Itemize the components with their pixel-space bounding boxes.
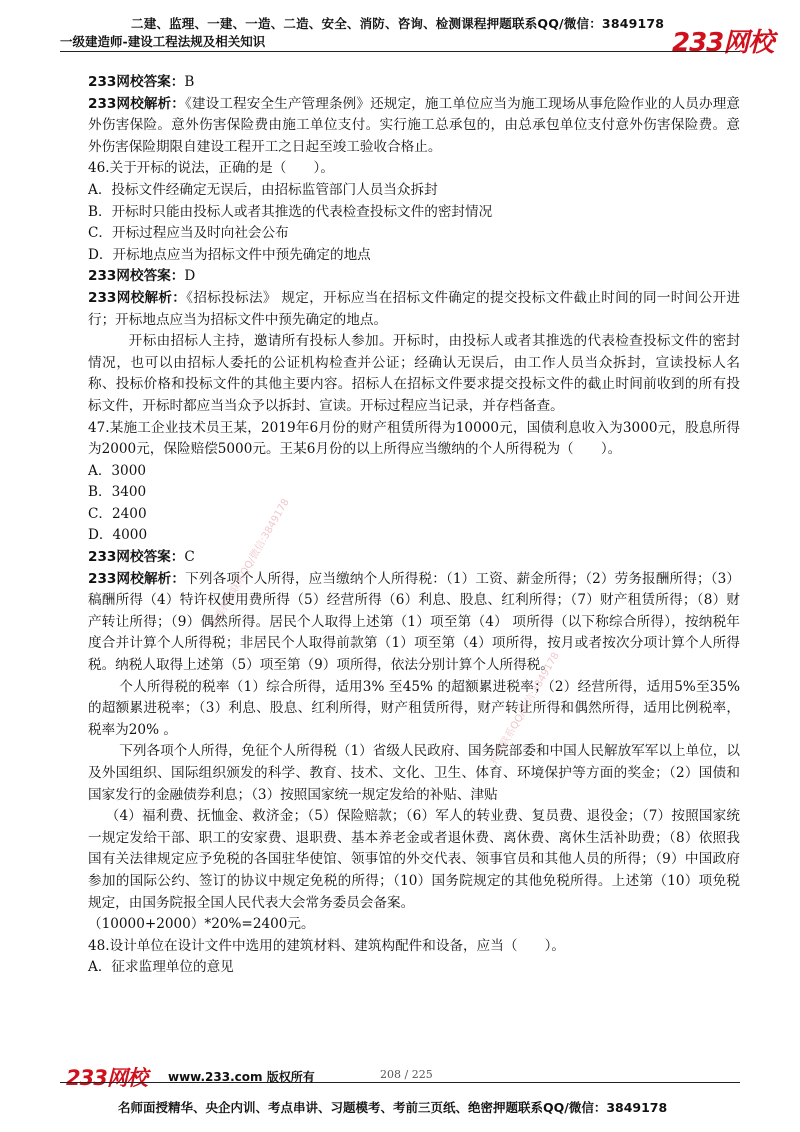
analysis-46-detail: 开标由招标人主持，邀请所有投标人参加。开标时，由投标人或者其推选的代表检查投标文件的密封情况，也可以由招标人委托的公证机构检查并公证；经确认无误后，由工作人员当众拆封，宣读投标人名称、投标价格和投标文件的其他主要内容。招标人在招标文件要求提交投标文件的截止时间前收到的所有投标文件，开标时都应当当众予以拆封、宣读。开标过程应当记录，并存档备查。 <box>88 333 740 414</box>
answer-45: 233网校答案：B <box>88 74 195 90</box>
analysis-46: 233网校解析：《招标投标法》 规定，开标应当在招标文件确定的提交投标文件截止时间的同一时间公开进行；开标地点应当为招标文件中预先确定的地点。 <box>88 289 740 328</box>
answer-label: 233网校答案： <box>88 268 185 285</box>
page-header <box>0 0 800 58</box>
header-divider <box>60 51 740 52</box>
question-48: 48.设计单位在设计文件中选用的建筑材料、建筑构配件和设备，应当（ ）。 <box>88 937 566 954</box>
footer-site: www.233.com 版权所有 <box>168 1070 315 1084</box>
option-46-d: D．开标地点应当为招标文件中预先确定的地点 <box>88 246 371 263</box>
option-47-b: B．3400 <box>88 484 147 501</box>
header-logo: 233网校 <box>672 28 774 58</box>
header-contact-line: 二建、监理、一建、一造、二造、安全、消防、咨询、检测课程押题联系QQ/微信：3849178 <box>131 16 665 31</box>
watermark-right: 押题联系QQ/微信:3849178 <box>488 650 562 767</box>
answer-label: 233网校答案： <box>88 74 185 90</box>
analysis-47: 233网校解析：下列各项个人所得，应当缴纳个人所得税：（1）工资、薪金所得；（2）劳务报酬所得；（3）稿酬所得（4）特许权使用费所得（5）经营所得（6）利息、股息、红利所得；（7）财产租赁所得；（8）财产转让所得；（9）偶然所得。居民个人取得上述第（1）项至第（4） 项所得（以下称综合所得），按纳税年度合并计算个人所得税；非居民个人取得前款第（1）项至第（4）项所得，按月或者按次分项计算个人所得税。纳税人取得上述第（5）项至第（9）项所得，依法分别计算个人所得税。 <box>88 570 740 674</box>
option-46-a: A．投标文件经确定无误后，由招标监管部门人员当众拆封 <box>88 181 438 198</box>
analysis-label: 233网校解析： <box>88 570 186 587</box>
answer-label: 233网校答案： <box>88 549 185 566</box>
footer-contact-line: 名师面授精华、央企内训、考点串讲、习题模考、考前三页纸、绝密押题联系QQ/微信：3849178 <box>118 1100 668 1115</box>
analysis-label: 233网校解析： <box>88 289 187 306</box>
option-46-c: C．开标过程应当及时向社会公布 <box>88 225 289 242</box>
analysis-47-tax-rate: 个人所得税的税率（1）综合所得，适用3% 至45% 的超额累进税率；（2）经营所得，适用5%至35%的超额累进税率；（3）利息、股息、红利所得，财产租赁所得，财产转让所得和偶然所得，适用比例税率，税率为20% 。 <box>88 678 740 738</box>
option-47-a: A．3000 <box>88 462 147 479</box>
document-body <box>88 72 740 979</box>
header-subject-title: 一级建造师-建设工程法规及相关知识 <box>60 34 266 49</box>
question-47: 47.某施工企业技术员王某，2019年6月份的财产租赁所得为10000元，国债利息收入为3000元，股息所得为2000元，保险赔偿5000元。王某6月份的以上所得应当缴纳的个人所得税为（ ）。 <box>88 419 740 458</box>
analysis-label: 233网校解析： <box>88 95 186 112</box>
page-number: 208 / 225 <box>380 1068 433 1081</box>
question-46: 46.关于开标的说法，正确的是（ ）。 <box>88 160 334 177</box>
page-footer <box>0 1060 800 1132</box>
analysis-47-calculation: （10000+2000）*20%=2400元。 <box>88 916 315 933</box>
option-48-a: A．征求监理单位的意见 <box>88 959 234 976</box>
answer-46: 233网校答案：D <box>88 268 196 285</box>
watermark-left: 精准押题联系QQ/微信:3849178 <box>208 497 292 630</box>
footer-logo: 233网校 <box>66 1066 147 1090</box>
analysis-45: 233网校解析：《建设工程安全生产管理条例》还规定，施工单位应当为施工现场从事危险作业的人员办理意外伤害保险。意外伤害保险费由施工单位支付。实行施工总承包的，由总承包单位支付意外伤害保险费。意外伤害保险期限自建设工程开工之日起至竣工验收合格止。 <box>88 95 740 155</box>
option-47-c: C．2400 <box>88 505 147 522</box>
option-47-d: D．4000 <box>88 527 148 544</box>
answer-47: 233网校答案：C <box>88 549 195 566</box>
analysis-47-exemptions: 下列各项个人所得，免征个人所得税（1）省级人民政府、国务院部委和中国人民解放军军以上单位，以及外国组织、国际组织颁发的科学、教育、技术、文化、卫生、体育、环境保护等方面的奖金；（2）国债和国家发行的金融债券利息；（3）按照国家统一规定发给的补贴、津贴 <box>88 743 740 803</box>
footer-divider <box>60 1082 740 1083</box>
option-46-b: B．开标时只能由投标人或者其推选的代表检查投标文件的密封情况 <box>88 203 493 220</box>
analysis-47-exemptions-cont: （4）福利费、抚恤金、救济金；（5）保险赔款；（6）军人的转业费、复员费、退役金；（7）按照国家统一规定发给干部、职工的安家费、退职费、基本养老金或者退休费、离休费、离休生活补助费；（8）依照我国有关法律规定应予免税的各国驻华使馆、领事馆的外交代表、领事官员和其他人员的所得；（9）中国政府参加的国际公约、签订的协议中规定免税的所得；（10）国务院规定的其他免税所得。上述第（10）项免税规定，由国务院报全国人民代表大会常务委员会备案。 <box>88 808 740 911</box>
